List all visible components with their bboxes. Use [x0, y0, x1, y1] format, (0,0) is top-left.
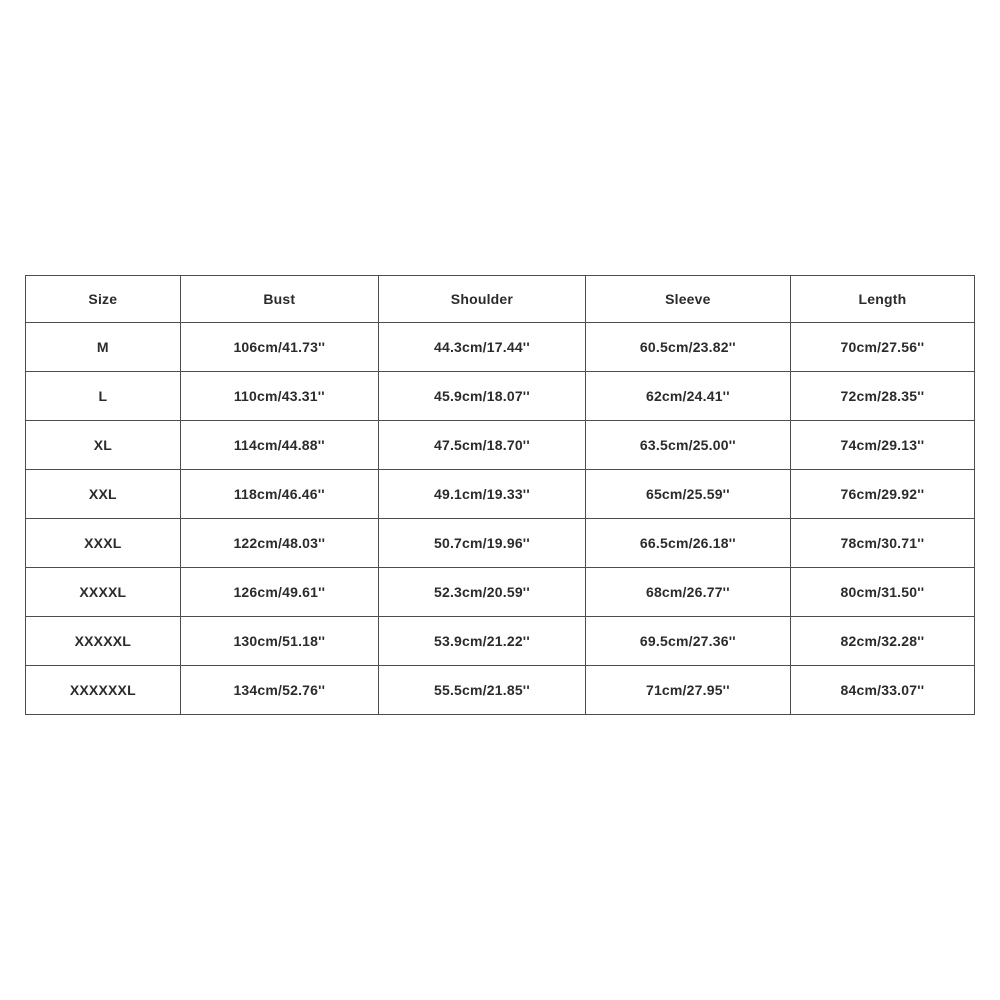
measurement-cell: 44.3cm/17.44''	[379, 323, 586, 372]
measurement-cell: 50.7cm/19.96''	[379, 519, 586, 568]
size-chart-container	[25, 275, 975, 715]
table-row	[26, 666, 975, 715]
measurement-cell: 134cm/52.76''	[180, 666, 378, 715]
column-header-sleeve: Sleeve	[585, 276, 790, 323]
measurement-cell: 78cm/30.71''	[790, 519, 974, 568]
table-row	[26, 617, 975, 666]
measurement-cell: 45.9cm/18.07''	[379, 372, 586, 421]
size-chart-table	[25, 275, 975, 715]
measurement-cell: 72cm/28.35''	[790, 372, 974, 421]
measurement-cell: 65cm/25.59''	[585, 470, 790, 519]
measurement-cell: 114cm/44.88''	[180, 421, 378, 470]
measurement-cell: 62cm/24.41''	[585, 372, 790, 421]
size-label-cell: XXL	[26, 470, 181, 519]
size-label-cell: XL	[26, 421, 181, 470]
measurement-cell: 74cm/29.13''	[790, 421, 974, 470]
column-header-shoulder: Shoulder	[379, 276, 586, 323]
header-row	[26, 276, 975, 323]
table-row	[26, 323, 975, 372]
measurement-cell: 70cm/27.56''	[790, 323, 974, 372]
table-row	[26, 568, 975, 617]
column-header-bust: Bust	[180, 276, 378, 323]
measurement-cell: 84cm/33.07''	[790, 666, 974, 715]
measurement-cell: 71cm/27.95''	[585, 666, 790, 715]
measurement-cell: 80cm/31.50''	[790, 568, 974, 617]
column-header-size: Size	[26, 276, 181, 323]
size-label-cell: XXXXXL	[26, 617, 181, 666]
size-label-cell: XXXXL	[26, 568, 181, 617]
measurement-cell: 53.9cm/21.22''	[379, 617, 586, 666]
size-label-cell: XXXXXXL	[26, 666, 181, 715]
measurement-cell: 49.1cm/19.33''	[379, 470, 586, 519]
table-row	[26, 372, 975, 421]
size-label-cell: M	[26, 323, 181, 372]
measurement-cell: 118cm/46.46''	[180, 470, 378, 519]
measurement-cell: 69.5cm/27.36''	[585, 617, 790, 666]
measurement-cell: 82cm/32.28''	[790, 617, 974, 666]
table-row	[26, 519, 975, 568]
measurement-cell: 63.5cm/25.00''	[585, 421, 790, 470]
measurement-cell: 47.5cm/18.70''	[379, 421, 586, 470]
column-header-length: Length	[790, 276, 974, 323]
table-row	[26, 470, 975, 519]
measurement-cell: 110cm/43.31''	[180, 372, 378, 421]
size-label-cell: L	[26, 372, 181, 421]
measurement-cell: 60.5cm/23.82''	[585, 323, 790, 372]
measurement-cell: 55.5cm/21.85''	[379, 666, 586, 715]
measurement-cell: 76cm/29.92''	[790, 470, 974, 519]
measurement-cell: 130cm/51.18''	[180, 617, 378, 666]
measurement-cell: 66.5cm/26.18''	[585, 519, 790, 568]
size-label-cell: XXXL	[26, 519, 181, 568]
measurement-cell: 122cm/48.03''	[180, 519, 378, 568]
measurement-cell: 126cm/49.61''	[180, 568, 378, 617]
measurement-cell: 106cm/41.73''	[180, 323, 378, 372]
table-row	[26, 421, 975, 470]
measurement-cell: 68cm/26.77''	[585, 568, 790, 617]
measurement-cell: 52.3cm/20.59''	[379, 568, 586, 617]
